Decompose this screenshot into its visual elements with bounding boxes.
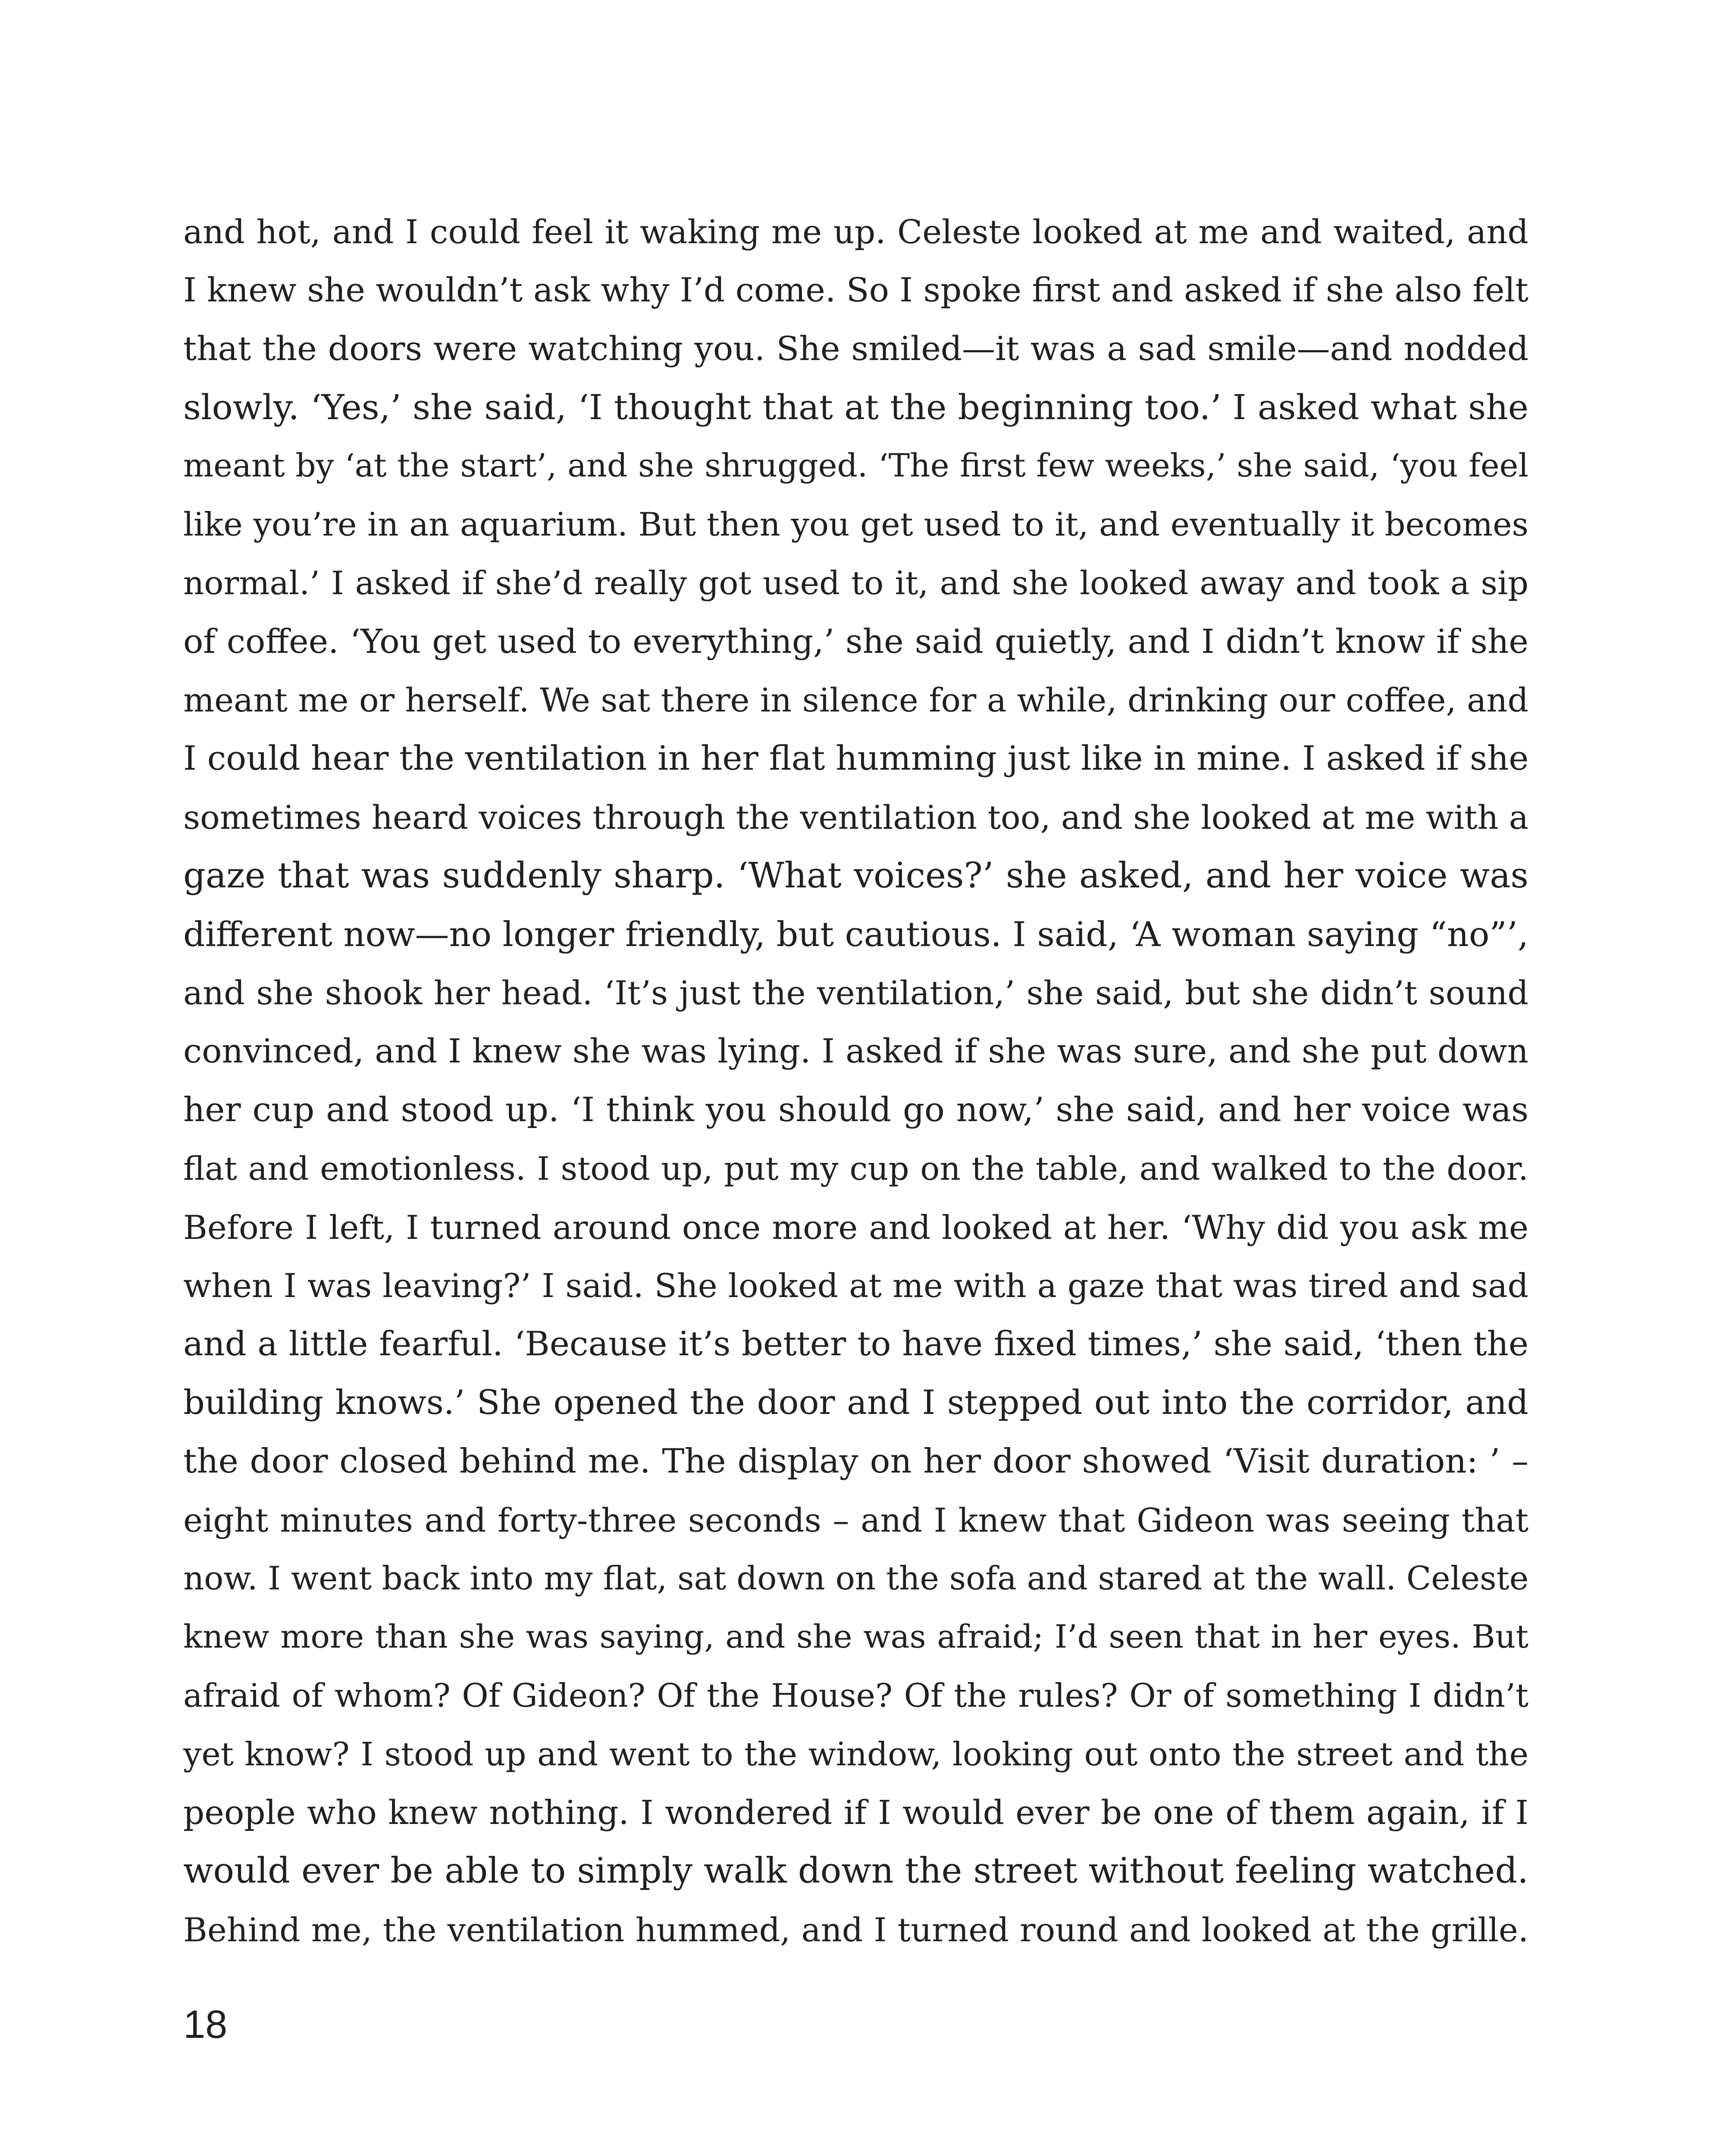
text-line: the door closed behind me. The display on her door showed ‘Visit duration: ’ – [183, 1442, 1528, 1481]
text-line: I could hear the ventilation in her flat humming just like in mine. I asked if she [183, 739, 1529, 778]
text-line: now. I went back into my flat, sat down on the sofa and stared at the wall. Celeste [183, 1559, 1529, 1598]
text-line: eight minutes and forty-three seconds – and I knew that Gideon was seeing that [183, 1501, 1528, 1539]
text-line: convinced, and I knew she was lying. I asked if she was sure, and she put down [183, 1032, 1528, 1071]
text-line: her cup and stood up. ‘I think you should go now,’ she said, and her voice was [183, 1090, 1528, 1129]
text-line: Behind me, the ventilation hummed, and I turned round and looked at the grille. [183, 1911, 1528, 1949]
text-line: yet know? I stood up and went to the window, looking out onto the street and the [183, 1735, 1528, 1773]
text-line: slowly. ‘Yes,’ she said, ‘I thought that at the beginning too.’ I asked what she [183, 387, 1528, 428]
body-text [183, 203, 1528, 1959]
text-line: different now—no longer friendly, but cautious. I said, ‘A woman saying “no”’, [183, 914, 1528, 954]
text-line: knew more than she was saying, and she was afraid; I’d seen that in her eyes. But [183, 1618, 1528, 1656]
text-line: gaze that was suddenly sharp. ‘What voices?’ she asked, and her voice was [183, 855, 1528, 896]
text-line: I knew she wouldn’t ask why I’d come. So I spoke first and asked if she also felt [183, 271, 1528, 310]
text-line: and a little fearful. ‘Because it’s better to have fixed times,’ she said, ‘then the [183, 1325, 1528, 1364]
text-line: and she shook her head. ‘It’s just the ventilation,’ she said, but she didn’t sound [183, 974, 1528, 1012]
text-line: flat and emotionless. I stood up, put my cup on the table, and walked to the door. [183, 1149, 1528, 1188]
text-line: when I was leaving?’ I said. She looked at me with a gaze that was tired and sad [183, 1266, 1528, 1305]
page-number: 18 [183, 2002, 228, 2046]
text-line: Before I left, I turned around once more and looked at her. ‘Why did you ask me [183, 1208, 1528, 1247]
text-line: sometimes heard voices through the ventilation too, and she looked at me with a [183, 798, 1528, 837]
text-line: normal.’ I asked if she’d really got used to it, and she looked away and took a sip [183, 564, 1528, 602]
text-line: meant by ‘at the start’, and she shrugged. ‘The first few weeks,’ she said, ‘you feel [183, 447, 1528, 485]
text-line: afraid of whom? Of Gideon? Of the House? Of the rules? Or of something I didn’t [183, 1676, 1528, 1714]
text-line: like you’re in an aquarium. But then you get used to it, and eventually it becomes [183, 505, 1528, 543]
text-line: building knows.’ She opened the door and I stepped out into the corridor, and [183, 1383, 1528, 1422]
text-line: and hot, and I could feel it waking me up. Celeste looked at me and waited, and [183, 213, 1528, 251]
text-line: of coffee. ‘You get used to everything,’ she said quietly, and I didn’t know if she [183, 622, 1528, 661]
text-line: people who knew nothing. I wondered if I would ever be one of them again, if I [183, 1793, 1528, 1832]
text-line: would ever be able to simply walk down the street without feeling watched. [183, 1851, 1528, 1892]
text-line: meant me or herself. We sat there in silence for a while, drinking our coffee, and [183, 681, 1528, 720]
text-line: that the doors were watching you. She smiled—it was a sad smile—and nodded [183, 329, 1528, 368]
